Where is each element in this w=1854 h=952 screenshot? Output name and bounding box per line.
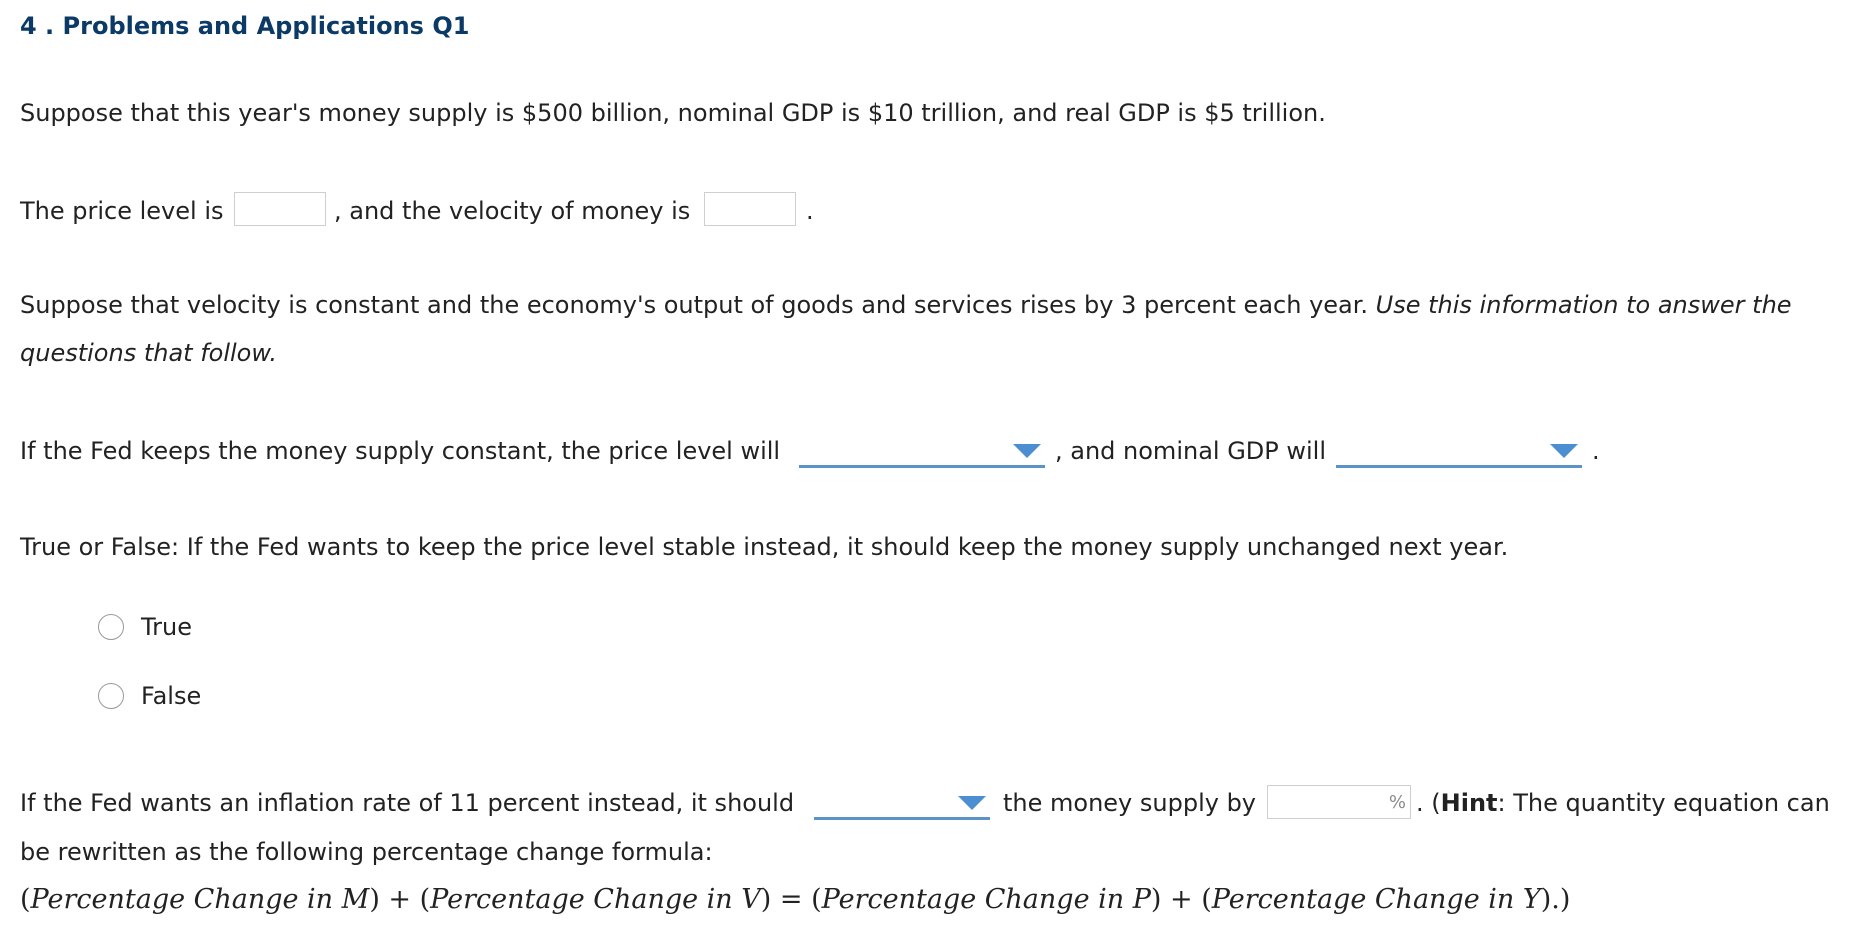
q4-text-4: : The quantity equation can (1497, 789, 1830, 817)
percentage-change-formula (20, 884, 1570, 915)
radio-true[interactable] (98, 614, 124, 640)
chevron-down-icon (958, 796, 986, 810)
q1-text-2: , and the velocity of money is (334, 197, 691, 225)
formula-term-y: Percentage Change in Y (1211, 884, 1541, 915)
q2-text-2: , and nominal GDP will (1055, 437, 1327, 465)
formula-term-p: Percentage Change in P (821, 884, 1151, 915)
q2-text-3: . (1592, 437, 1600, 465)
info-italic-1: Use this information to answer the (1375, 291, 1792, 319)
q4-hint (1416, 788, 1830, 818)
q4-text-2: the money supply by (1003, 789, 1257, 817)
formula-operator-plus: ) + ( (1150, 884, 1212, 915)
chevron-down-icon (1550, 444, 1578, 458)
info-text (20, 290, 1792, 320)
price-level-input[interactable] (234, 192, 326, 226)
q1-text-3: . (806, 197, 814, 225)
info-plain: Suppose that velocity is constant and the economy's output of goods and services rises by 3 percent each year. (20, 291, 1369, 319)
intro-text: Suppose that this year's money supply is $500 billion, nominal GDP is $10 trillion, and real GDP is $5 trillion. (20, 99, 1326, 127)
q3-question: True or False: If the Fed wants to keep the price level stable instead, it should keep the money supply unchanged next year. (20, 533, 1509, 561)
radio-false[interactable] (98, 683, 124, 709)
formula-term-m: Percentage Change in M (30, 884, 370, 915)
formula-paren: ).) (1540, 884, 1571, 915)
q4-text-1: If the Fed wants an inflation rate of 11 percent instead, it should (20, 789, 795, 817)
chevron-down-icon (1013, 444, 1041, 458)
formula-term-v: Percentage Change in V (430, 884, 761, 915)
info-italic-2: questions that follow. (20, 339, 278, 367)
formula-paren: ( (20, 884, 31, 915)
velocity-input[interactable] (704, 192, 796, 226)
hint-label: Hint (1440, 789, 1498, 817)
nominal-gdp-dropdown[interactable] (1336, 432, 1582, 468)
radio-false-label[interactable]: False (141, 682, 202, 710)
q2-text-1: If the Fed keeps the money supply constant, the price level will (20, 437, 781, 465)
price-level-dropdown[interactable] (799, 432, 1045, 468)
formula-operator-plus: ) + ( (369, 884, 431, 915)
money-supply-action-dropdown[interactable] (814, 784, 990, 820)
money-supply-change-input[interactable] (1267, 785, 1411, 819)
radio-true-label[interactable]: True (141, 613, 192, 641)
page-title: 4 . Problems and Applications Q1 (20, 12, 470, 40)
q4-line-2: be rewritten as the following percentage change formula: (20, 838, 713, 866)
formula-operator-equals: ) = ( (760, 884, 822, 915)
q4-text-3: . ( (1416, 789, 1441, 817)
percent-unit: % (1388, 792, 1406, 813)
q1-text-1: The price level is (20, 197, 224, 225)
